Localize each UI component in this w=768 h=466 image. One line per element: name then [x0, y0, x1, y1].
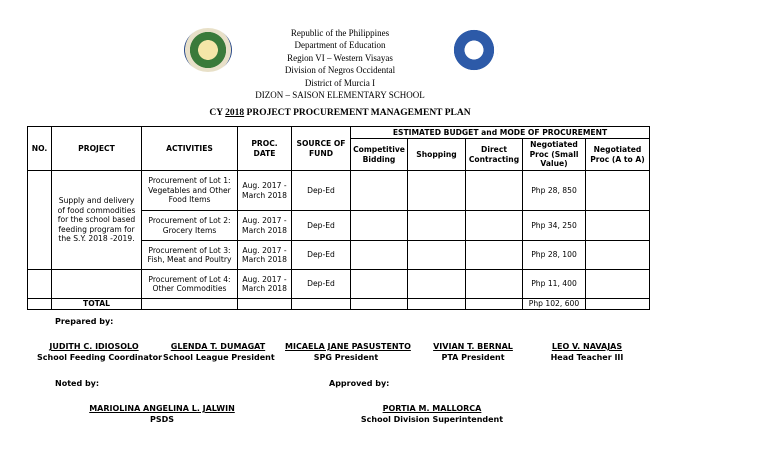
procurement-table: [27, 126, 650, 310]
approved-signatory: [360, 403, 504, 425]
col-project: PROJECT: [52, 127, 142, 171]
fund-cell: Dep-Ed: [292, 270, 351, 299]
neg-small-cell: Php 28, 100: [523, 241, 586, 270]
date-cell: Aug. 2017 - March 2018: [238, 171, 292, 211]
signatory: [163, 341, 273, 363]
document-header: [0, 27, 680, 101]
plan-title: [0, 108, 680, 118]
fund-cell: Dep-Ed: [292, 211, 351, 241]
header-line: Republic of the Philippines: [290, 28, 390, 38]
activity-cell: Procurement of Lot 2: Grocery Items: [142, 211, 238, 241]
col-competitive: Competitive Bidding: [351, 139, 408, 171]
col-activities: ACTIVITIES: [142, 127, 238, 171]
table-row: [28, 270, 650, 299]
neg-small-cell: Php 28, 850: [523, 171, 586, 211]
date-cell: Aug. 2017 - March 2018: [238, 270, 292, 299]
col-proc-date: PROC. DATE: [238, 127, 292, 171]
fund-cell: Dep-Ed: [292, 171, 351, 211]
col-source: SOURCE OF FUND: [292, 127, 351, 171]
date-cell: Aug. 2017 - March 2018: [238, 211, 292, 241]
noted-by-label: Noted by:: [55, 379, 100, 388]
title-suffix: PROJECT PROCUREMENT MANAGEMENT PLAN: [244, 108, 471, 118]
signatory-name: GLENDA T. DUMAGAT: [170, 342, 266, 351]
signatory-name: VIVIAN T. BERNAL: [433, 342, 513, 351]
neg-small-cell: Php 34, 250: [523, 211, 586, 241]
total-label: TOTAL: [52, 299, 142, 310]
noted-signatory: [80, 403, 244, 425]
signatory-position: SPG President: [313, 353, 379, 362]
signatory-position: PSDS: [149, 415, 175, 424]
signatory-name: PORTIA M. MALLORCA: [382, 404, 482, 413]
col-neg-a2a: Negotiated Proc (A to A): [586, 139, 650, 171]
prepared-by-label: Prepared by:: [55, 317, 114, 326]
signatory-name: MARIOLINA ANGELINA L. JALWIN: [89, 404, 235, 413]
col-direct: Direct Contracting: [466, 139, 523, 171]
header-line: Region VI – Western Visayas: [287, 52, 393, 63]
signatory-position: Head Teacher III: [550, 353, 624, 362]
total-row: [28, 299, 650, 310]
activity-cell: Procurement of Lot 1: Vegetables and Other Food Items: [142, 171, 238, 211]
title-year: 2018: [225, 108, 245, 118]
col-neg-small: Negotiated Proc (Small Value): [523, 139, 586, 171]
col-shopping: Shopping: [408, 139, 466, 171]
table-row: [28, 171, 650, 211]
no-cell: [28, 171, 52, 270]
project-cell: Supply and delivery of food commodities for the school based feeding program for the S.Y. 2018 -2019.: [52, 171, 142, 270]
title-prefix: CY: [209, 108, 226, 118]
signatory: [37, 341, 163, 363]
header-line: Division of Negros Occidental: [284, 65, 396, 76]
signatory-position: School Division Superintendent: [360, 415, 504, 424]
fund-cell: Dep-Ed: [292, 241, 351, 270]
signatory-position: School Feeding Coordinator: [37, 353, 163, 362]
signatory-name: LEO V. NAVAJAS: [551, 342, 623, 351]
neg-small-cell: Php 11, 400: [523, 270, 586, 299]
signatory-position: School League President: [163, 353, 275, 362]
signatory-name: JUDITH C. IDIOSOLO: [49, 342, 139, 351]
col-no: NO.: [28, 127, 52, 171]
signatory-name: MICAELA JANE PASUSTENTO: [285, 342, 411, 351]
header-line: District of Murcia I: [304, 77, 376, 88]
activity-cell: Procurement of Lot 3: Fish, Meat and Poultry: [142, 241, 238, 270]
header-line: Department of Education: [294, 40, 386, 51]
date-cell: Aug. 2017 - March 2018: [238, 241, 292, 270]
col-estimated-budget: ESTIMATED BUDGET and MODE OF PROCUREMENT: [351, 127, 650, 139]
signatory: [285, 341, 411, 363]
signatory: [428, 341, 518, 363]
signatory-position: PTA President: [441, 353, 505, 362]
header-line: DIZON – SAISON ELEMENTARY SCHOOL: [255, 90, 425, 101]
total-value: Php 102, 600: [523, 299, 586, 310]
signatory: [543, 341, 631, 363]
activity-cell: Procurement of Lot 4: Other Commodities: [142, 270, 238, 299]
approved-by-label: Approved by:: [329, 379, 390, 388]
